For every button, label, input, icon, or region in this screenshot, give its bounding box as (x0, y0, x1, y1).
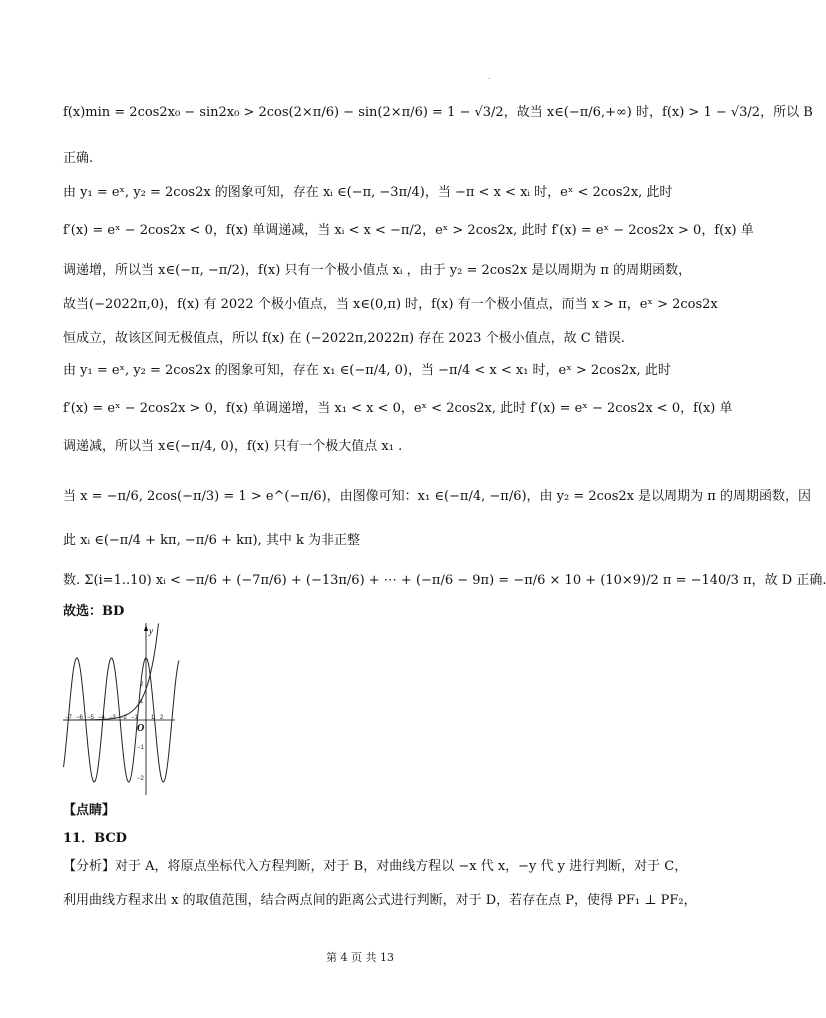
text-line-1: f(x)min = 2cos2x₀ − sin2x₀ > 2cos(2×π/6) − sin(2×π/6) = 1 − √3/2，故当 x∈(−π/6,+∞) 时，f(x) > 1 − √3/2，所以 B (63, 105, 813, 120)
text-line-18: 利用曲线方程求出 x 的取值范围，结合两点间的距离公式进行判断，对于 D，若存在点 P，使得 PF₁ ⊥ PF₂， (63, 893, 697, 908)
y-axis-label: y (149, 626, 153, 636)
text-line-5: 调递增，所以当 x∈(−π, −π/2)，f(x) 只有一个极小值点 xᵢ ，由于 y₂ = 2cos2x 是以周期为 π 的周期函数， (63, 263, 692, 278)
x-tick-label: −6 (76, 715, 83, 721)
text-line-12: 此 xᵢ ∈(−π/4 + kπ, −π/6 + kπ), 其中 k 为非正整 (63, 533, 360, 548)
y-tick-label: −2 (137, 776, 144, 782)
x-tick-label: −7 (65, 715, 72, 721)
y-tick-label: −1 (137, 745, 144, 751)
text-line-6: 故当(−2022π,0)，f(x) 有 2022 个极小值点，当 x∈(0,π) 时，f(x) 有一个极小值点，而当 x > π，eˣ > 2cos2x (63, 297, 718, 312)
text-line-7: 恒成立，故该区间无极值点，所以 f(x) 在 (−2022π,2022π) 存在 2023 个极小值点，故 C 错误. (63, 331, 625, 346)
text-line-10: 调递减，所以当 x∈(−π/4, 0)，f(x) 只有一个极大值点 x₁ . (63, 439, 403, 454)
section-heading-dianjing: 【点睛】 (63, 803, 116, 818)
x-tick-label: 2 (160, 715, 164, 721)
text-line-3: 由 y₁ = eˣ, y₂ = 2cos2x 的图象可知，存在 xᵢ ∈(−π, −3π/4)，当 −π < x < xᵢ 时，eˣ < 2cos2x, 此时 (63, 185, 673, 200)
x-tick-label: 1 (151, 715, 155, 721)
origin-label: O (137, 723, 145, 734)
y-tick-label: 2 (140, 682, 144, 688)
x-tick-label: −3 (109, 715, 116, 721)
page-footer: 第 4 页 共 13 (326, 951, 394, 964)
x-tick-label: −5 (87, 715, 94, 721)
y-axis-arrow (144, 625, 148, 631)
text-line-17: 【分析】对于 A，将原点坐标代入方程判断，对于 B，对曲线方程以 −x 代 x，−y 代 y 进行判断，对于 C， (63, 859, 688, 874)
x-tick-label: −4 (98, 715, 105, 721)
text-line-9: f′(x) = eˣ − 2cos2x > 0，f(x) 单调递增，当 x₁ < x < 0，eˣ < 2cos2x, 此时 f′(x) = eˣ − 2cos2x < 0，f(x) 单 (63, 401, 733, 416)
page-dot: . (488, 72, 491, 81)
question-11-answer: 11．BCD (63, 831, 127, 846)
text-line-11: 当 x = −π/6, 2cos(−π/3) = 1 > e^(−π/6)，由图像可知：x₁ ∈(−π/4, −π/6)，由 y₂ = 2cos2x 是以周期为 π 的周期函数，因 (63, 489, 811, 504)
exp-curve (64, 623, 159, 720)
function-graph (63, 623, 175, 795)
text-line-13: 数. Σ(i=1..10) xᵢ < −π/6 + (−7π/6) + (−13π/6) + ⋯ + (−π/6 − 9π) = −π/6 × 10 + (10×9)/2 π = −140/3 π，故 D 正确. (63, 573, 826, 588)
y-tick-label: 1 (140, 699, 144, 705)
x-tick-label: −2 (120, 715, 127, 721)
text-line-8: 由 y₁ = eˣ, y₂ = 2cos2x 的图象可知，存在 x₁ ∈(−π/4, 0)，当 −π/4 < x < x₁ 时，eˣ > 2cos2x, 此时 (63, 363, 671, 378)
x-tick-label: −1 (131, 715, 138, 721)
answer-line: 故选：BD (63, 604, 125, 619)
text-line-2: 正确. (63, 151, 94, 166)
text-line-4: f′(x) = eˣ − 2cos2x < 0，f(x) 单调递减，当 xᵢ < x < −π/2，eˣ > 2cos2x, 此时 f′(x) = eˣ − 2cos2x > 0，f(x) 单 (63, 223, 754, 238)
